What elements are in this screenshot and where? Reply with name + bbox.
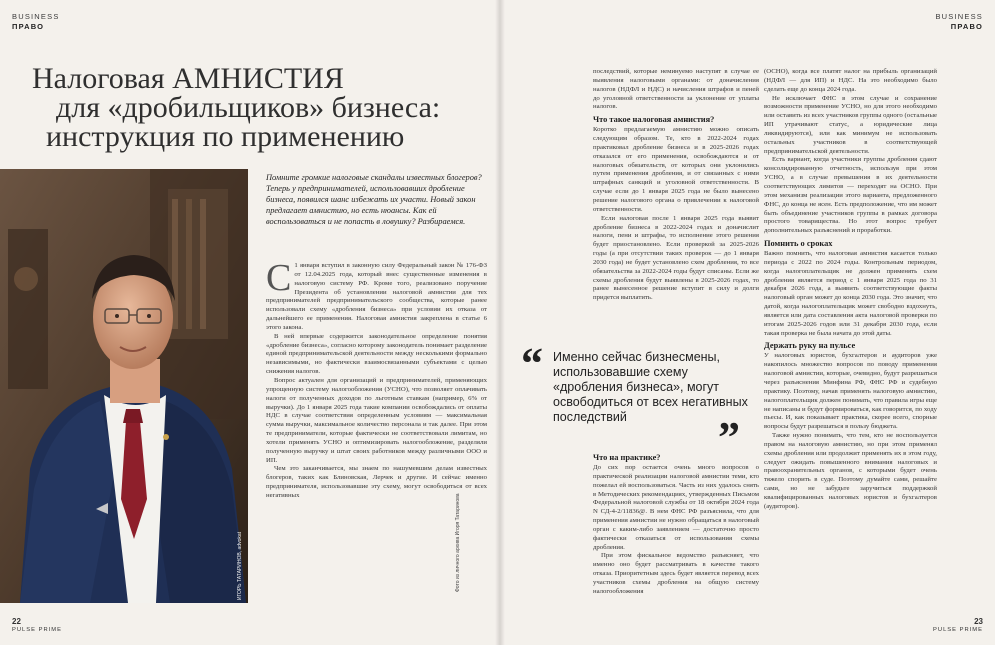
article-title [26,64,476,151]
text-column [593,450,759,616]
magazine-brand: PULSE PRIME [933,627,983,633]
drop-cap: С [266,262,292,299]
paragraph: У налоговых юристов, бухгалтеров и аудиторов уже накопилось множество вопросов по поводу применения налоговой амнистии, которые, очевидно, будут разрешаться через разъяснения Минфина РФ, ФНС РФ и судебную практику. Поэтому, начав применять налоговую амнистию, налогоплательщик должен понимать, что правила игры еще не написаны и будут формироваться, как говорится, по ходу пьесы. И, как показывает практика, скорее всего, спорные вопросы будут разрешаться в пользу бюджета. [764,352,937,431]
section-label: BUSINESS [935,12,983,21]
paragraph: В ней впервые содержится законодательное определение понятия «дробление бизнеса», согласно которому законодатель понимает разделение единой предпринимательской деятельности между несколькими формально независимыми, но фактически взаимосвязанными субъектами с целью снижения налогов. [266,332,487,376]
header-right [935,12,983,32]
footer-left [12,617,62,633]
section-heading: Что такое налоговая амнистия? [593,115,715,125]
title-line: инструкция по применению [46,120,405,153]
paragraph: (ОСНО), когда все платят налог на прибыль организаций (НДФЛ — для ИП) и НДС. На это необходимо было сделать еще до конца 2024 года. [764,68,937,93]
paragraph: Есть вариант, когда участники группы дробления сдают консолидированную отчетность, используя при этом УСНО, а в случае превышения в их деятельности соответствующих лимитов — переходят на ОСНО. При этом механизм реализации этого варианта, предложенного ФНС, до конца не ясен. Есть предположение, что им может быть объединение участников группы в рамках договора простого товарищества. Но этот вопрос требует дополнительных разъяснений и проработки. [764,156,937,235]
paragraph: Коротко предлагаемую амнистию можно описать следующим образом. Те, кто в 2022-2024 годах практиковал дробление бизнеса и в 2025-2026 годах отказался от его применения, освобождаются и от налоговых обязательств, от которых они уклонились путем применения дробления, и от связанных с ними штрафных санкций и уголовной ответственности. В случае если до 1 января 2025 года не было вынесено решение налогового органа о привлечении к налоговой ответственности. [593,126,759,213]
paragraph: Также нужно понимать, что тем, кто не воспользуется правом на налоговую амнистию, но при этом применял схемы дробления или продолжит применять их в этом году, следует ожидать повышенного внимания налоговых и правоохранительных органов, с которыми будет очень тяжело спорить в суде. Поэтому думайте сами, решайте сами, но не забудьте заручиться поддержкой квалифицированных налоговых юристов и бухгалтеров (аудиторов). [764,432,937,510]
header-left [12,12,60,32]
article-lead: Помните громкие налоговые скандалы известных блогеров? Теперь у предпринимателей, использовавших дробление бизнеса, появился шанс избежать их участи. Новый закон предлагает амнистию, но есть нюансы. Как ей воспользоваться и не попасть в ловушку? Разбираемся. [266,173,482,227]
text-column [764,68,937,616]
title-line: для «дробильщиков» бизнеса: [56,91,441,124]
page-gutter [495,0,505,645]
paragraph: Не исключает ФНС в этом случае и сохранение возможности применение УСНО, но для этого необходимо или оставить из всех участников группы одного (остальные ИП утрачивают статус, а юридические лица ликвидируются), или как минимум не использовать остальных участников в соответствующей предпринимательской деятельности. [764,94,937,155]
paragraph: Важно помнить, что налоговая амнистия касается только периода с 2022 по 2024 годы. Контрольным периодом, когда налогоплательщик не должен применять схем дробления является период с 1 января 2025 года по 31 декабря 2026 года, а выявить соответствующие факты налоговый орган может до конца 2030 года. Это значит, что датой, когда налогоплательщик может свободно вздохнуть, является или дата составления акта налоговой проверки по итогам 2025-2026 годов или 31 декабря 2030 года, если такая проверка не была начата до этой даты. [764,250,937,337]
portrait-image [0,169,248,603]
author-portrait [0,169,248,603]
section-label: BUSINESS [12,12,60,21]
footer-right [933,617,983,633]
section-heading: Помнить о сроках [764,239,833,249]
magazine-brand: PULSE PRIME [12,627,62,633]
section-heading: Держать руку на пульсе [764,341,856,351]
close-quote-icon: ” [718,413,740,462]
title-line: Налоговая АМНИСТИЯ [32,62,344,95]
paragraph: Если налоговая после 1 января 2025 года выявит дробление бизнеса в 2022-2024 годах и доначислит налоги, пени и штрафы, то исполнение этого решения будет приостановлено. Если проверкой за 2025-2026 годы (а при отсутствии таких проверок — до 1 января 2030 года) не будет установлено схем дробления, то все обязательства за 2022-2024 годы будут списаны. Если же схемы дробления будут выявлены в 2025-2026 годах, то ранее вынесенное решение вступит в силу и долги придется выплатить. [593,214,759,302]
text-column [266,262,487,612]
paragraph: Вопрос актуален для организаций и предпринимателей, применяющих упрощенную систему налогообложения (УСНО), что позволяет оплачивать налоги от полученных доходов по льготным ставкам (например, 6% от выручки). До 1 января 2025 года такие компании освобождались от оплаты НДС в случае соответствия определенным условиям — максимальная сумма выручки, максимальное количество персонала и так далее. При этом те предприниматели, которые фактически не соответствовали лимитам, но хотели применять УСНО и оптимизировать налогообложение, разделяли полученную выручку и штат своих работников между различными ООО и ИП. [266,376,487,464]
photo-credit: Фото из личного архива Игоря Татаринова [455,493,461,592]
paragraph: последствий, которые неминуемо наступят в случае ее выявления налоговыми органами: от доначисления налогов (НДФЛ и НДС) и начисления штрафов и пеней до уголовной ответственности за уклонение от уплаты налогов. [593,68,759,111]
paragraph: 1 января вступил в законную силу Федеральный закон № 176-ФЗ от 12.04.2025 года, который внес существенные изменения в налоговую систему РФ. Кроме того, реализовано поручение Президента об установлении налоговой амнистии для тех предпринимателей предпринимательского сообщества, которые ранее использовали схему «дробления бизнеса» при условии их отказа от дальнейшего ее применения. Налоговая амнистия закреплена в статье 6 этого закона. [266,262,487,331]
subsection-label: ПРАВО [12,22,45,31]
pull-quote-text: Именно сейчас бизнесмены, использовавшие схему «дробления бизнеса», могут освободиться от всех негативных последствий [553,350,748,424]
section-heading: Что на практике? [593,453,661,462]
open-quote-icon: “ [521,339,543,388]
page-number: 22 [12,617,21,626]
paragraph: Чем это заканчивается, мы знаем по нашумевшим делам известных блогеров, таких как Блиновская, Лерчек и другие. И сейчас именно предпринимателя, использовавшие эту схему, могут освободиться от всех негативных [266,465,487,499]
text-column [593,68,759,344]
subsection-label: ПРАВО [950,22,983,31]
paragraph: При этом фискальное ведомство разъясняет, что именно оно будет рассматривать в качестве такого отказа. Приоритетным здесь будет является перевод всех участников схемы дробления на общую систему налогообложения [593,552,759,595]
paragraph: До сих пор остается очень много вопросов о практической реализации налоговой амнистии теми, кто пожелал ей воспользоваться. Часть из них удалось снять в Методических рекомендациях, утвержденных Письмом Федеральной налоговой службы от 18 октября 2024 года N СД-4-2/11836@. В нем ФНС РФ разъяснила, что для применения амнистии не нужно обращаться в налоговый орган с каким-либо заявлением — достаточно просто фактически отказаться от использования схемы дробления. [593,464,759,551]
page-number: 23 [974,617,983,626]
photo-credit: ИГОРЬ ТАТАРИНОВ, advokat [237,531,243,600]
